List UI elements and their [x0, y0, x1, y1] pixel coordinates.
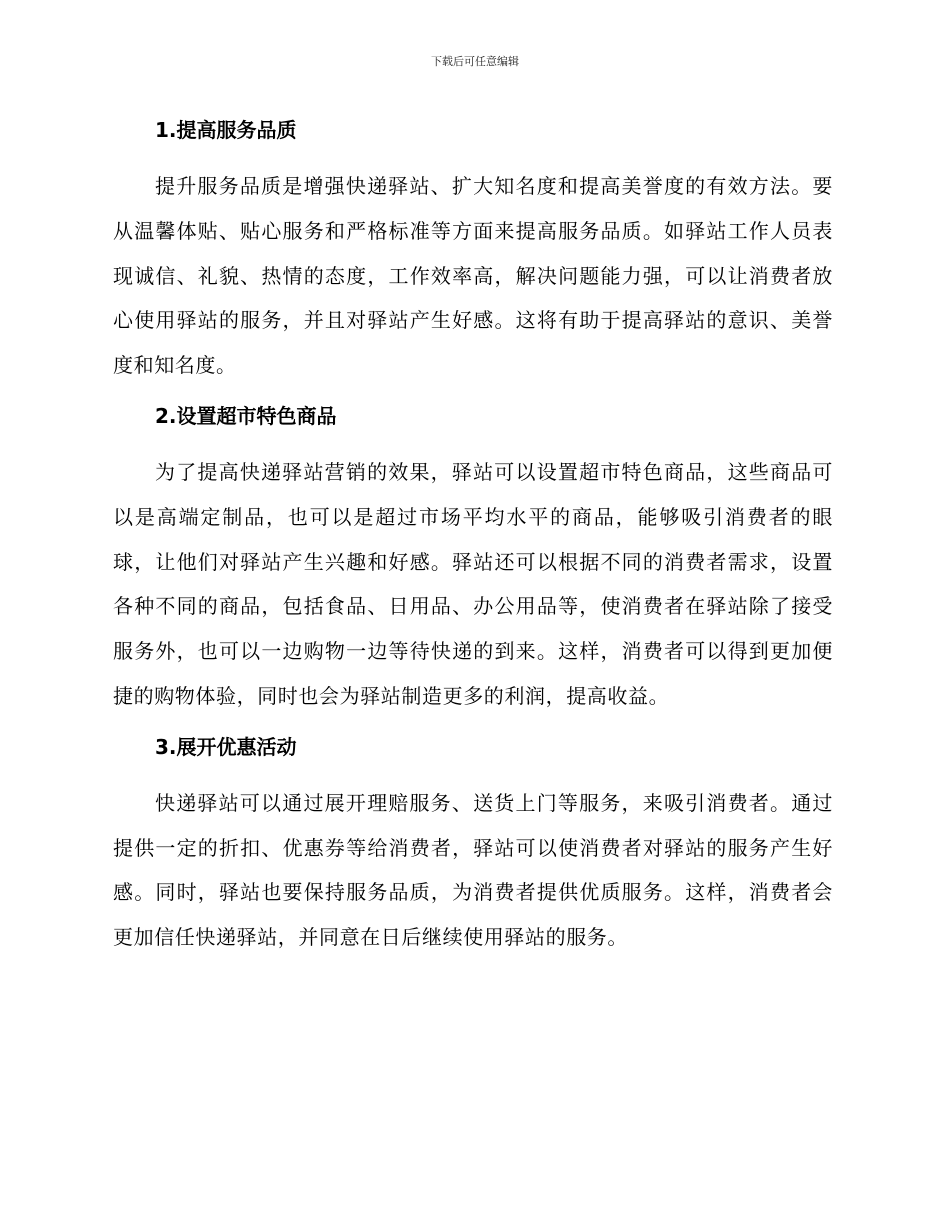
page-header-note: 下载后可任意编辑 [431, 55, 519, 68]
section-paragraph-3: 快递驿站可以通过展开理赔服务、送货上门等服务，来吸引消费者。通过提供一定的折扣、优惠券等给消费者，驿站可以使消费者对驿站的服务产生好感。同时，驿站也要保持服务品质，为消费者提供优质服务。这样，消费者会更加信任快递驿站，并同意在日后继续使用驿站的服务。 [113, 790, 833, 950]
section-heading-2: 2.设置超市特色商品 [155, 403, 337, 428]
section-paragraph-1: 提升服务品质是增强快递驿站、扩大知名度和提高美誉度的有效方法。要从温馨体贴、贴心服务和严格标准等方面来提高服务品质。如驿站工作人员表现诚信、礼貌、热情的态度，工作效率高，解决问题能力强，可以让消费者放心使用驿站的服务，并且对驿站产生好感。这将有助于提高驿站的意识、美誉度和知名度。 [113, 174, 833, 378]
section-paragraph-2: 为了提高快递驿站营销的效果，驿站可以设置超市特色商品，这些商品可以是高端定制品，也可以是超过市场平均水平的商品，能够吸引消费者的眼球，让他们对驿站产生兴趣和好感。驿站还可以根据不同的消费者需求，设置各种不同的商品，包括食品、日用品、办公用品等，使消费者在驿站除了接受服务外，也可以一边购物一边等待快递的到来。这样，消费者可以得到更加便捷的购物体验，同时也会为驿站制造更多的利润，提高收益。 [113, 459, 833, 708]
document-body [113, 110, 833, 960]
section-heading-1: 1.提高服务品质 [155, 118, 297, 142]
section-heading-3: 3.展开优惠活动 [155, 734, 297, 759]
